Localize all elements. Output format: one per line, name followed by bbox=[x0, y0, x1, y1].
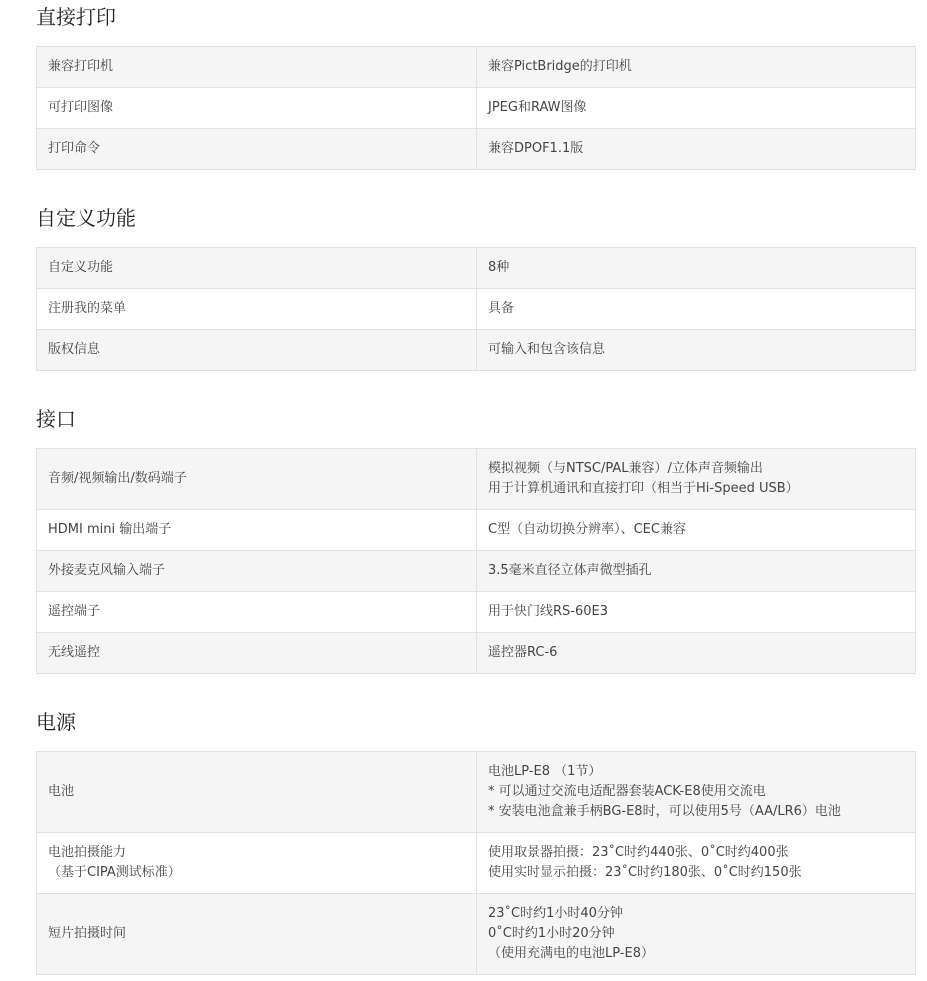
value-line: 具备 bbox=[488, 301, 515, 316]
value-line: 0˚C时约1小时20分钟 bbox=[488, 926, 615, 941]
label-line: 注册我的菜单 bbox=[48, 301, 127, 316]
table-row bbox=[37, 833, 916, 894]
table-row bbox=[37, 88, 916, 129]
value-line: 兼容DPOF1.1版 bbox=[488, 141, 584, 156]
table-row bbox=[37, 592, 916, 633]
value-line: 电池LP-E8 （1节） bbox=[488, 764, 602, 779]
label-line: 兼容打印机 bbox=[48, 59, 114, 74]
value-line: 可输入和包含该信息 bbox=[488, 342, 606, 357]
spec-value bbox=[477, 289, 916, 330]
value-line: （使用充满电的电池LP-E8） bbox=[488, 946, 654, 961]
value-line: 遥控器RC-6 bbox=[488, 645, 558, 660]
label-line: 电池 bbox=[48, 784, 75, 799]
spec-value bbox=[477, 752, 916, 833]
spec-value bbox=[477, 894, 916, 975]
table-row bbox=[37, 551, 916, 592]
label-line: 外接麦克风输入端子 bbox=[48, 563, 166, 578]
table-row bbox=[37, 752, 916, 833]
spec-value bbox=[477, 88, 916, 129]
spec-label bbox=[37, 330, 477, 371]
spec-label bbox=[37, 833, 477, 894]
table-row bbox=[37, 633, 916, 674]
value-line: JPEG和RAW图像 bbox=[488, 100, 587, 115]
section-title-power: 电源 bbox=[36, 710, 76, 734]
section-title-interface: 接口 bbox=[36, 407, 76, 431]
value-line: * 可以通过交流电适配器套装ACK-E8使用交流电 bbox=[488, 784, 766, 799]
spec-label bbox=[37, 88, 477, 129]
value-line: 用于计算机通讯和直接打印（相当于Hi-Speed USB） bbox=[488, 481, 799, 496]
spec-label bbox=[37, 47, 477, 88]
spec-value bbox=[477, 633, 916, 674]
spec-table-direct-print bbox=[36, 46, 916, 170]
value-line: 使用取景器拍摄：23˚C时约440张、0˚C时约400张 bbox=[488, 845, 789, 860]
spec-label bbox=[37, 752, 477, 833]
label-line: 遥控端子 bbox=[48, 604, 101, 619]
spec-label bbox=[37, 894, 477, 975]
label-line: 音频/视频输出/数码端子 bbox=[48, 471, 187, 486]
spec-table-interface bbox=[36, 448, 916, 674]
value-line: 兼容PictBridge的打印机 bbox=[488, 59, 632, 74]
spec-value bbox=[477, 833, 916, 894]
spec-label bbox=[37, 449, 477, 510]
label-line: 短片拍摄时间 bbox=[48, 926, 127, 941]
table-row bbox=[37, 510, 916, 551]
table-row bbox=[37, 894, 916, 975]
label-line: 电池拍摄能力 bbox=[48, 845, 127, 860]
label-line: 版权信息 bbox=[48, 342, 101, 357]
spec-value bbox=[477, 510, 916, 551]
spec-table-custom-functions bbox=[36, 247, 916, 371]
section-title-custom-functions: 自定义功能 bbox=[36, 206, 136, 230]
table-row bbox=[37, 449, 916, 510]
table-row bbox=[37, 248, 916, 289]
label-line: 无线遥控 bbox=[48, 645, 101, 660]
spec-value bbox=[477, 449, 916, 510]
table-row bbox=[37, 330, 916, 371]
section-title-direct-print: 直接打印 bbox=[36, 5, 116, 29]
spec-label bbox=[37, 248, 477, 289]
value-line: 使用实时显示拍摄：23˚C时约180张、0˚C时约150张 bbox=[488, 865, 802, 880]
spec-label bbox=[37, 592, 477, 633]
spec-value bbox=[477, 592, 916, 633]
value-line: * 安装电池盒兼手柄BG-E8时，可以使用5号（AA/LR6）电池 bbox=[488, 804, 841, 819]
spec-label bbox=[37, 633, 477, 674]
label-line: （基于CIPA测试标准） bbox=[48, 865, 181, 880]
spec-label bbox=[37, 129, 477, 170]
table-row bbox=[37, 47, 916, 88]
spec-value bbox=[477, 551, 916, 592]
spec-value bbox=[477, 330, 916, 371]
value-line: 8种 bbox=[488, 260, 510, 275]
value-line: 用于快门线RS-60E3 bbox=[488, 604, 609, 619]
spec-label bbox=[37, 289, 477, 330]
spec-label bbox=[37, 510, 477, 551]
spec-table-power bbox=[36, 751, 916, 975]
table-row bbox=[37, 289, 916, 330]
label-line: 可打印图像 bbox=[48, 100, 114, 115]
value-line: C型（自动切换分辨率）、CEC兼容 bbox=[488, 522, 686, 537]
value-line: 模拟视频（与NTSC/PAL兼容）/立体声音频输出 bbox=[488, 461, 763, 476]
value-line: 23˚C时约1小时40分钟 bbox=[488, 906, 623, 921]
spec-value bbox=[477, 129, 916, 170]
label-line: HDMI mini 输出端子 bbox=[48, 522, 172, 537]
label-line: 自定义功能 bbox=[48, 260, 114, 275]
label-line: 打印命令 bbox=[48, 141, 101, 156]
table-row bbox=[37, 129, 916, 170]
spec-value bbox=[477, 47, 916, 88]
value-line: 3.5毫米直径立体声微型插孔 bbox=[488, 563, 652, 578]
spec-label bbox=[37, 551, 477, 592]
spec-value bbox=[477, 248, 916, 289]
